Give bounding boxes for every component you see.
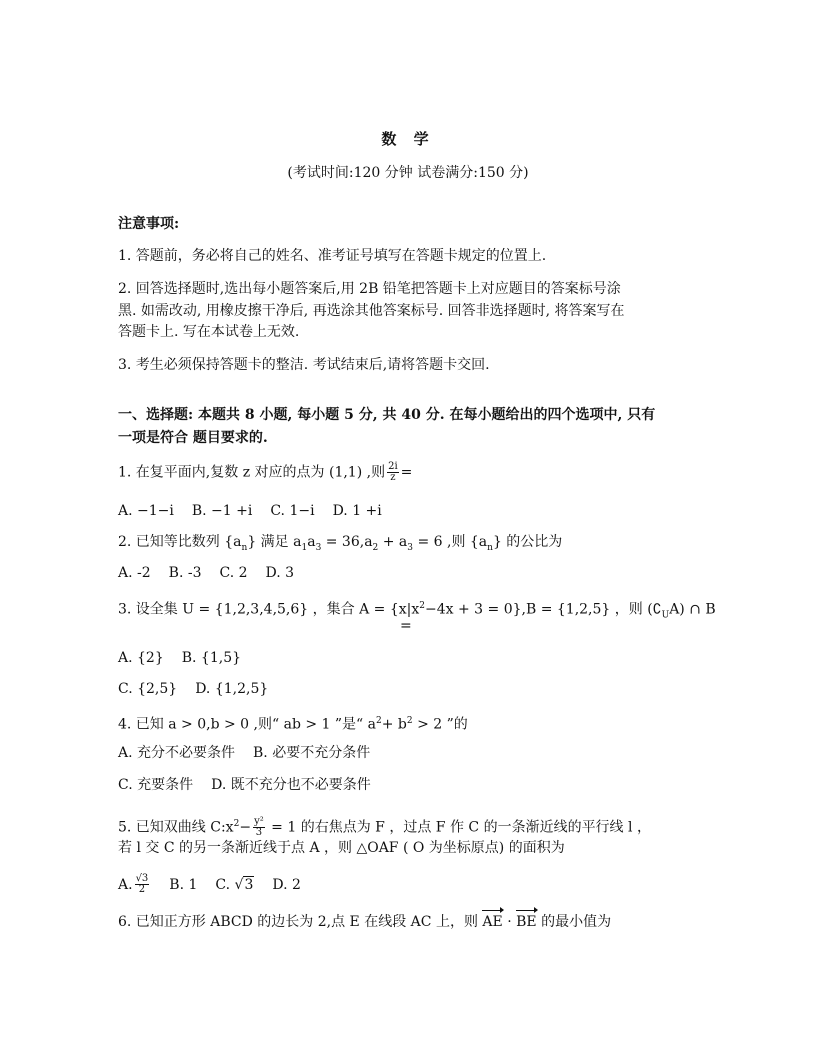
q5-option-a [118, 873, 151, 895]
q2-sub-6: n [487, 542, 493, 553]
q4-text-1: 4. 已知 a > 0,b > 0 ,则“ ab > 1 ”是“ a [118, 716, 377, 733]
q2-option-d: D. 3 [265, 565, 295, 581]
q3-text-1: 3. 设全集 U = {1,2,3,4,5,6} ，集合 A = {x|x [118, 601, 420, 618]
q2-text-3: a [307, 534, 316, 550]
q4-option-d: D. 既不充分也不必要条件 [211, 777, 371, 793]
q2-sub-2: 1 [301, 542, 308, 553]
question-1-options [118, 501, 400, 521]
q5-fraction-denominator: 3 [255, 827, 263, 839]
notes-heading: 注意事项: [118, 216, 180, 232]
section-1-heading-line-1: 一、选择题: 本题共 8 小题, 每小题 5 分, 共 40 分. 在每小题给出的四个选项中, 只有 [118, 407, 656, 423]
question-2-options [118, 563, 312, 583]
note-2-line-2: 黑. 如需改动, 用橡皮擦干净后, 再选涂其他答案标号. 回答非选择题时, 将答案写在 [118, 303, 625, 319]
q3-option-b: B. {1,5} [181, 650, 242, 666]
q1-option-d: D. 1 +i [332, 503, 382, 519]
page-title: 数 学 [381, 130, 435, 148]
question-3-options-row-2 [118, 679, 286, 699]
q4-option-c: C. 充要条件 [118, 777, 194, 793]
q6-text-2: 的最小值为 [541, 914, 612, 930]
q2-option-b: B. -3 [168, 565, 202, 581]
q6-vector-ae: AE [482, 914, 503, 930]
q6-text-1: 6. 已知正方形 ABCD 的边长为 2,点 E 在线段 AC 上，则 [118, 914, 478, 930]
q2-sub-1: n [241, 542, 248, 553]
note-3: 3. 考生必须保持答题卡的整洁. 考试结束后,请将答题卡交回. [118, 357, 490, 373]
q3-option-c: C. {2,5} [118, 681, 178, 697]
q1-option-c: C. 1−i [270, 503, 315, 519]
q2-text-2: } 满足 a [247, 534, 302, 550]
q5-option-c [215, 877, 254, 893]
q4-option-b: B. 必要不充分条件 [253, 745, 371, 761]
q2-text-1: 2. 已知等比数列 {a [118, 534, 242, 550]
q1-fraction-denominator: z [390, 472, 396, 483]
q5-option-b: B. 1 [169, 876, 198, 893]
q4-option-a: A. 充分不必要条件 [118, 745, 236, 761]
q6-dot: · [507, 914, 512, 930]
question-1-stem [118, 462, 412, 483]
question-3-options-row-1 [118, 648, 259, 668]
question-2-stem [118, 532, 562, 558]
q2-text-6: = 6 ,则 {a [413, 534, 488, 550]
q4-sup-1: 2 [376, 716, 382, 726]
question-6-stem [118, 912, 611, 932]
q6-vector-be: BE [516, 914, 537, 930]
q5-fraction-numerator: y² [254, 816, 264, 828]
q1-fraction-numerator: 2i [388, 461, 398, 472]
q4-text-2: + b [381, 716, 407, 733]
q1-tail: = [400, 464, 413, 481]
q3-sub-1: U [661, 610, 670, 621]
exam-info: (考试时间:120 分钟 试卷满分:150 分) [287, 165, 529, 181]
q2-text-4: = 36,a [321, 534, 373, 550]
q5-option-a-fraction [135, 874, 150, 895]
q2-option-a: A. -2 [118, 565, 151, 581]
q5-option-c-label: C. [215, 876, 231, 893]
q2-sub-4: 2 [372, 542, 379, 553]
q3-text-3: A) ∩ B [669, 601, 716, 618]
q5-option-a-label: A. [118, 876, 133, 893]
question-4-options-row-1 [118, 743, 388, 763]
q5-text-1: 5. 已知双曲线 C:x [118, 819, 234, 836]
q3-option-a: A. {2} [118, 650, 164, 666]
question-4-stem [118, 711, 468, 735]
q2-sub-3: 3 [315, 542, 322, 553]
q3-text-2: −4x + 3 = 0},B = {1,2,5} ，则 (∁ [425, 601, 662, 618]
note-2-line-1: 2. 回答选择题时,选出每小题答案后,用 2B 铅笔把答题卡上对应题目的答案标号涂 [118, 281, 621, 297]
q2-text-7: } 的公比为 [492, 534, 563, 550]
q5-text-3: = 1 的右焦点为 F ，过点 F 作 C 的一条渐近线的平行线 l ， [266, 819, 651, 836]
q5-option-c-sqrt: √3 [234, 876, 254, 893]
question-5-options [118, 874, 319, 895]
q2-text-5: + a [378, 534, 408, 550]
q1-option-a: A. −1−i [118, 503, 174, 519]
question-3-stem [118, 596, 716, 625]
q1-fraction [387, 462, 399, 483]
q3-equals: = [400, 618, 412, 634]
question-5-stem-line-1 [118, 814, 651, 838]
note-2-line-3: 答题卡上. 写在本试卷上无效. [118, 324, 300, 340]
section-1-heading-line-2: 一项是符合 题目要求的. [118, 430, 268, 446]
q5-option-a-numerator: √3 [135, 873, 149, 884]
q2-sub-5: 3 [407, 542, 413, 553]
q5-fraction [253, 817, 265, 838]
question-5-stem-line-2: 若 l 交 C 的另一条渐近线于点 A ，则 △OAF ( O 为坐标原点) 的面积为 [118, 840, 565, 856]
q5-sup-1: 2 [233, 819, 240, 829]
q4-text-3: > 2 ”的 [412, 716, 468, 733]
note-1: 1. 答题前，务必将自己的姓名、准考证号填写在答题卡规定的位置上. [118, 248, 547, 264]
q1-option-b: B. −1 +i [191, 503, 253, 519]
q5-text-2: − [239, 819, 252, 836]
question-4-options-row-2 [118, 775, 389, 795]
q5-option-d: D. 2 [272, 876, 301, 893]
q3-sup-1: 2 [419, 601, 425, 611]
q5-option-c-radicand: 3 [244, 876, 254, 893]
q1-text: 1. 在复平面内,复数 z 对应的点为 (1,1) ,则 [118, 464, 386, 481]
q4-sup-2: 2 [406, 716, 413, 726]
q3-option-d: D. {1,2,5} [195, 681, 269, 697]
q2-option-c: C. 2 [219, 565, 248, 581]
q5-option-a-denominator: 2 [138, 884, 146, 895]
